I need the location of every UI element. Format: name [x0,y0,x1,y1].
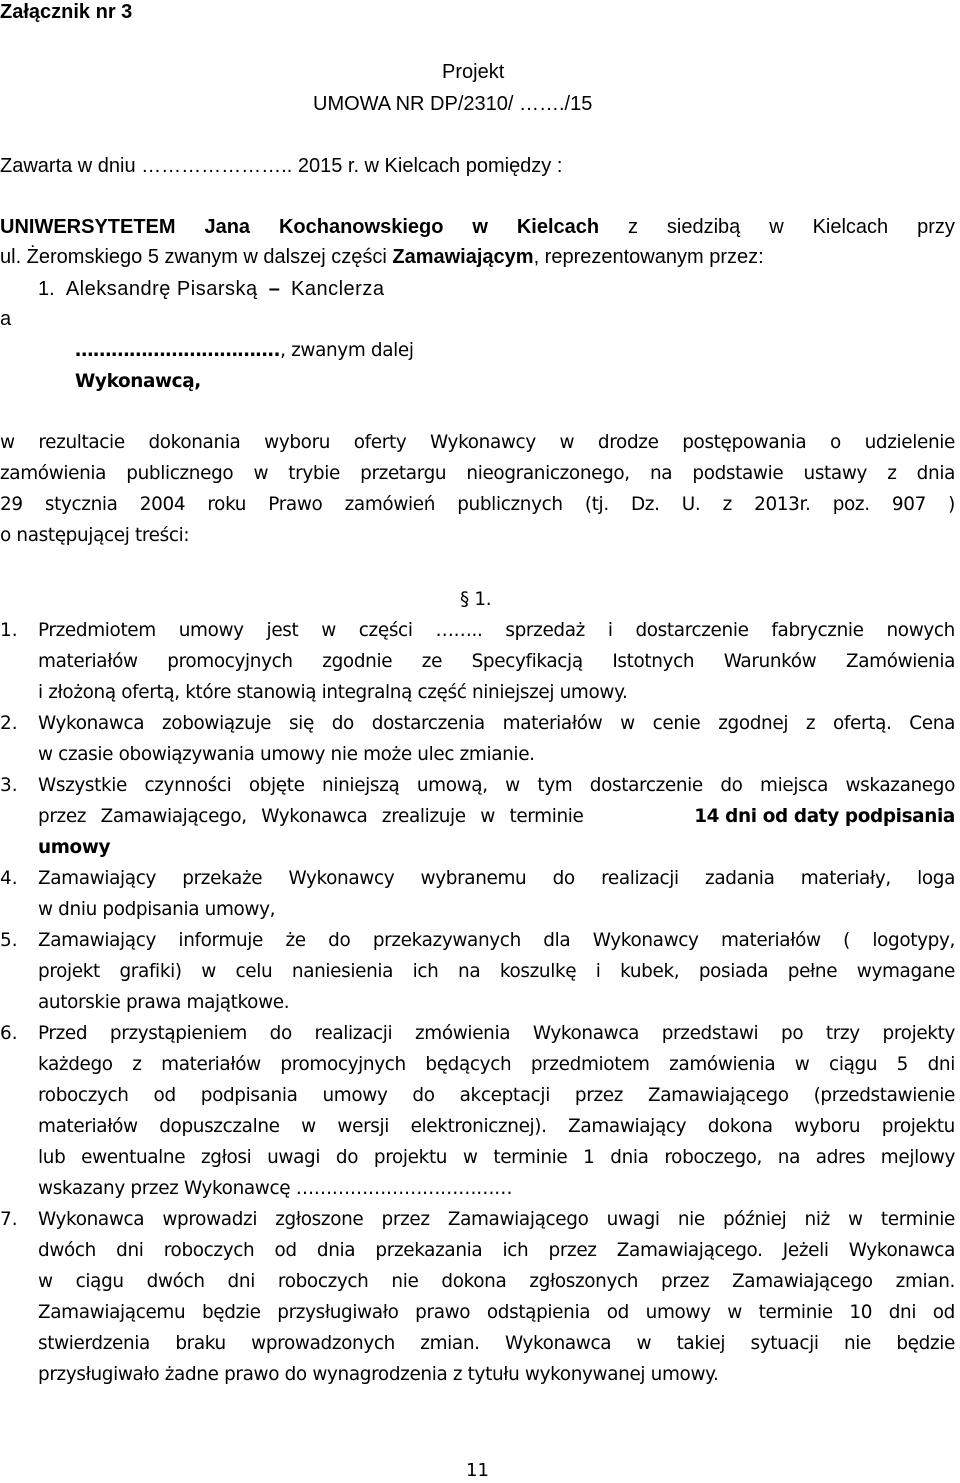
item-line: umowy [38,837,111,858]
item-line: Przed przystąpieniem do realizacji zmówienia Wykonawca przedstawi po trzy projekty [38,1023,955,1044]
annex-title: Załącznik nr 3 [0,1,133,23]
item-line: w ciągu dwóch dni roboczych nie dokona zgłoszonych przez Zamawiającego zmian. [38,1271,955,1292]
item-line: Wykonawca zobowiązuje się do dostarczenia materiałów w cenie zgodnej z ofertą. Cena [38,713,955,734]
university-line-2 [0,245,764,269]
item-number: 7. [0,1209,18,1230]
preamble-line-3: 29 stycznia 2004 roku Prawo zamówień publicznych (tj. Dz. U. z 2013r. poz. 907 ) [0,494,955,515]
representative-number: 1. [38,278,55,300]
item-line: w czasie obowiązywania umowy nie może ulec zmianie. [38,744,535,765]
delivery-deadline: 14 dni od daty podpisania [694,806,955,827]
preamble-line-1: w rezultacie dokonania wyboru oferty Wykonawcy w drodze postępowania o udzielenie [0,432,955,453]
university-word: przy [917,216,955,238]
contractor-rest: , zwanym dalej [280,340,414,361]
and-word: a [0,308,12,330]
item-line: materiałów dopuszczalne w wersji elektronicznej). Zamawiający dokona wyboru projektu [38,1116,955,1137]
item-line: projekt grafiki) w celu naniesienia ich na koszulkę i kubek, posiada pełne wymagane [38,961,955,982]
item-line: Przedmiotem umowy jest w części …….. sprzedaż i dostarczenie fabrycznie nowych [38,620,955,641]
concluded-line: Zawarta w dniu ………………….. 2015 r. w Kielcach pomiędzy : [0,155,563,177]
item-number: 2. [0,713,18,734]
item-line: lub ewentualne zgłosi uwagi do projektu w terminie 1 dnia roboczego, na adres mejlowy [38,1147,955,1168]
university-line-2-pre: ul. Żeromskiego 5 zwanym w dalszej części [0,246,393,268]
university-word: Jana [204,216,251,238]
item-number: 3. [0,775,18,796]
representative-name: Aleksandrę Pisarską [65,278,258,300]
item-line: Zamawiającemu będzie przysługiwało prawo odstąpienia od umowy w terminie 10 dni od [38,1302,955,1323]
orderer-label: Zamawiającym [392,246,534,268]
item-line: dwóch dni roboczych od dnia przekazania ich przez Zamawiającego. Jeżeli Wykonawca [38,1240,955,1261]
representative-dash: – [268,278,280,300]
university-word: z [628,216,638,238]
university-word: w [472,216,488,238]
item-number: 4. [0,868,18,889]
preamble-line-2: zamówienia publicznego w trybie przetargu nieograniczonego, na podstawie ustawy z dnia [0,463,955,484]
item-number: 1. [0,620,18,641]
item-line: roboczych od podpisania umowy do akceptacji przez Zamawiającego (przedstawienie [38,1085,955,1106]
item-line: Wykonawca wprowadzi zgłoszone przez Zamawiającego uwagi nie później niż w terminie [38,1209,955,1230]
item-3-line-2-pre: przez Zamawiającego, Wykonawca zrealizuje w terminie [38,806,584,827]
item-line: stwierdzenia braku wprowadzonych zmian. Wykonawca w takiej sytuacji nie będzie [38,1333,955,1354]
representative-title: Kanclerza [291,278,385,300]
item-line: każdego z materiałów promocyjnych będących przedmiotem zamówienia w ciągu 5 dni [38,1054,955,1075]
item-line: przysługiwało żadne prawo do wynagrodzenia z tytułu wykonywanej umowy. [38,1364,719,1385]
item-number: 6. [0,1023,18,1044]
item-line: materiałów promocyjnych zgodnie ze Specyfikacją Istotnych Warunków Zamówienia [38,651,955,672]
representative-line [38,277,384,301]
contract-number: UMOWA NR DP/2310/ ……./15 [313,93,593,115]
university-word: UNIWERSYTETEM [0,216,176,238]
university-line [0,215,955,239]
contractor-label: Wykonawcą, [75,371,201,392]
contractor-dots: ……………………………. [75,340,281,361]
preamble-line-4: o następującej treści: [0,525,190,546]
item-number: 5. [0,930,18,951]
item-line: autorskie prawa majątkowe. [38,992,290,1013]
item-line: wskazany przez Wykonawcę ……………………………… [38,1178,513,1199]
university-word: w [769,216,784,238]
section-heading: § 1. [460,589,492,610]
university-word: siedzibą [666,216,741,238]
project-label: Projekt [442,61,505,83]
item-line: Wszystkie czynności objęte niniejszą umową, w tym dostarczenie do miejsca wskazanego [38,775,955,796]
contractor-line [75,339,414,363]
item-line: w dniu podpisania umowy, [38,899,276,920]
university-word: Kielcach [812,216,889,238]
university-word: Kielcach [516,216,600,238]
item-line: Zamawiający przekaże Wykonawcy wybranemu do realizacji zadania materiały, loga [38,868,955,889]
university-word: Kochanowskiego [278,216,444,238]
university-line-2-post: , reprezentowanym przez: [533,246,764,268]
item-line: Zamawiający informuje że do przekazywanych dla Wykonawcy materiałów ( logotypy, [38,930,955,951]
page-number: 11 [466,1460,489,1481]
item-line [38,805,955,829]
item-line: i złożoną ofertą, które stanowią integralną część niniejszej umowy. [38,682,628,703]
